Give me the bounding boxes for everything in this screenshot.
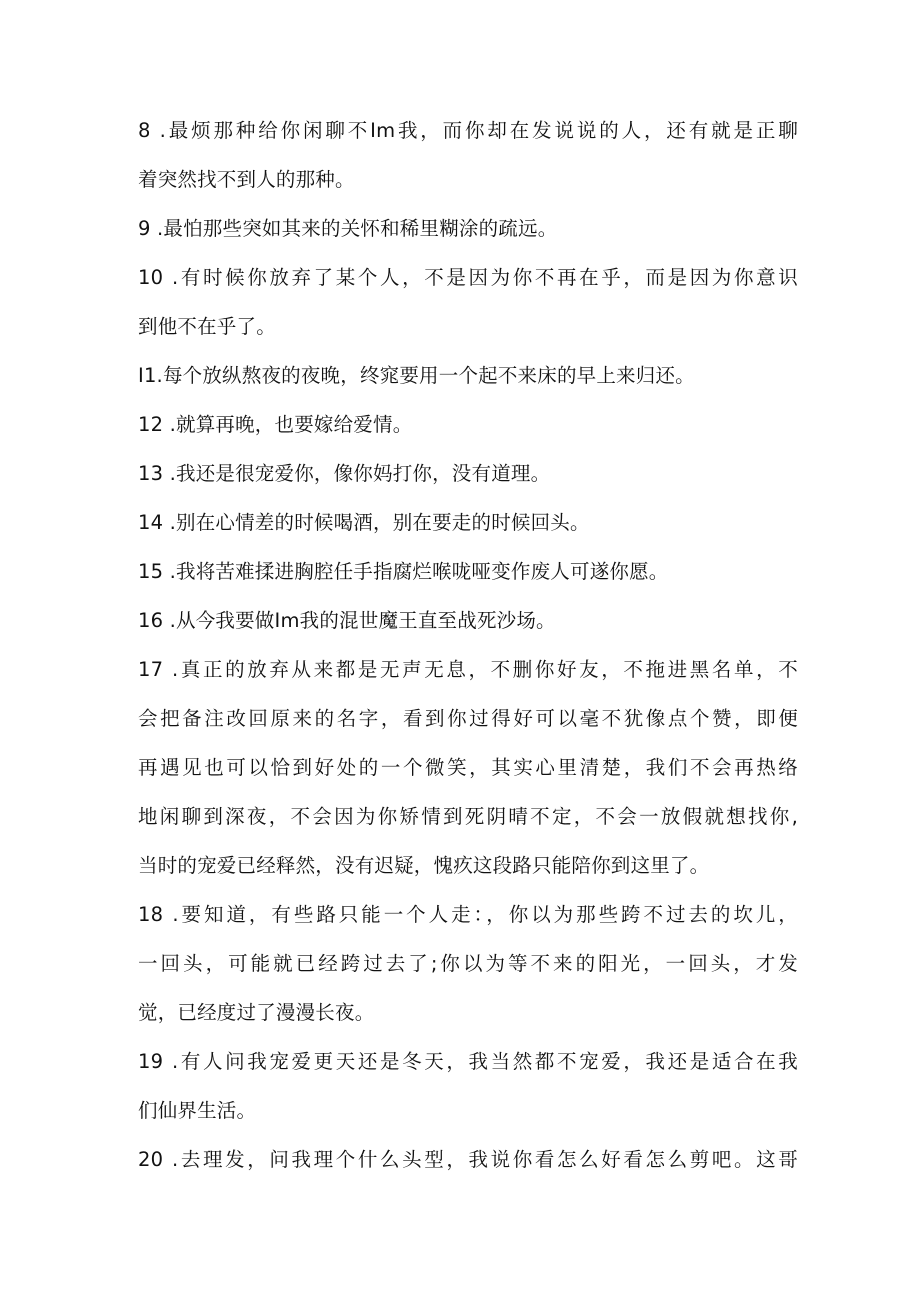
text-line: 地闲聊到深夜，不会因为你矫情到死阴晴不定，不会一放假就想找你, <box>138 805 798 828</box>
text-line: 会把备注改回原来的名字，看到你过得好可以毫不犹像点个赞，即便 <box>138 707 798 730</box>
text-line: 18 .要知道，有些路只能一个人走：，你以为那些跨不过去的坎儿， <box>138 903 798 926</box>
text-line: 12 .就算再晚，也要嫁给爱情。 <box>138 413 413 436</box>
text-line: 19 .有人问我宠爱更天还是冬天，我当然都不宠爱，我还是适合在我 <box>138 1050 798 1073</box>
text-line: 着突然找不到人的那种。 <box>138 168 355 191</box>
text-line: I1.每个放纵熬夜的夜晚，终窕要用一个起不来床的早上来归还。 <box>138 364 695 387</box>
text-line: 15 .我将苦难揉进胸腔任手指腐烂喉咙哑变作废人可遂你愿。 <box>138 560 669 583</box>
text-line: 17 .真正的放弃从来都是无声无息，不删你好友，不拖进黑名单，不 <box>138 658 798 681</box>
text-line: 13 .我还是很宠爱你，像你妈打你，没有道理。 <box>138 462 551 485</box>
text-line: 当时的宠爱已经释然，没有迟疑，愧疚这段路只能陪你到这里了。 <box>138 854 710 877</box>
text-line: 觉，已经度过了漫漫长夜。 <box>138 1001 375 1024</box>
text-line: 一回头，可能就已经跨过去了;你以为等不来的阳光，一回头，才发 <box>138 952 798 975</box>
text-line: 10 .有时候你放弃了某个人，不是因为你不再在乎，而是因为你意识 <box>138 266 798 289</box>
text-line: 9 .最怕那些突如其来的关怀和稀里糊涂的疏远。 <box>138 217 558 240</box>
text-line: 16 .从今我要做Im我的混世魔王直至战死沙场。 <box>138 609 556 632</box>
text-line: 到他不在乎了。 <box>138 315 276 338</box>
text-line: 14 .别在心情差的时候喝酒，别在要走的时候回头。 <box>138 511 590 534</box>
text-line: 再遇见也可以恰到好处的一个微笑，其实心里清楚，我们不会再热络 <box>138 756 798 779</box>
text-line: 20 .去理发，问我理个什么头型，我说你看怎么好看怎么剪吧。这哥 <box>138 1148 798 1171</box>
text-line: 们仙界生活。 <box>138 1099 257 1122</box>
text-line: 8 .最烦那种给你闲聊不Im我，而你却在发说说的人，还有就是正聊 <box>138 119 798 142</box>
